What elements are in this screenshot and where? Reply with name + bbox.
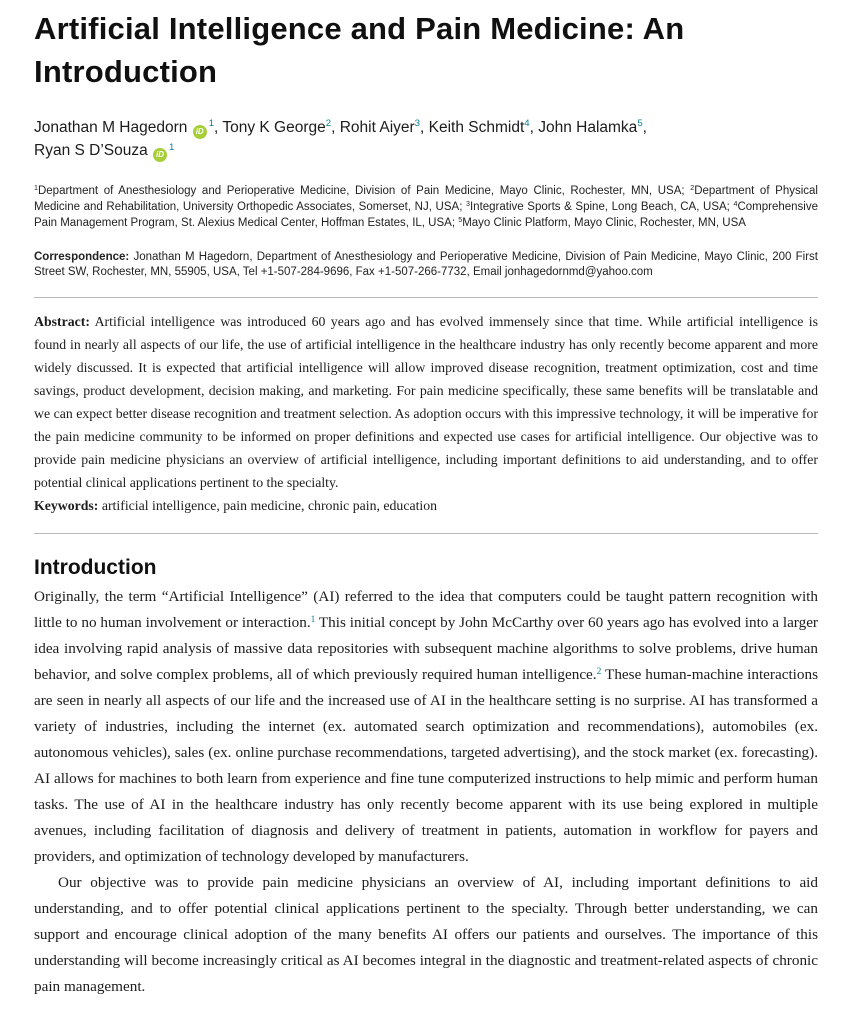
superscript-ref: 1: [169, 141, 175, 153]
orcid-icon[interactable]: iD: [153, 148, 167, 162]
correspondence-text: Jonathan M Hagedorn, Department of Anesthesiology and Perioperative Medicine, Division of Pain Medicine, Mayo Clinic, 200 First Street SW, Rochester, MN, 55905, USA, Tel +1-507-284-9696, Fax +1-507-266-7732, Email jonhagedornmd@yahoo.com: [34, 250, 818, 279]
divider-bottom: [34, 533, 818, 534]
abstract-label: Abstract:: [34, 314, 90, 330]
abstract-text: Artificial intelligence was introduced 60 years ago and has evolved immensely since that time. While artificial intelligence is found in nearly all aspects of our life, the use of artificial intelligence in the healthcare industry has only recently become apparent and more widely discussed. It is expected that artificial intelligence will allow improved disease recognition, treatment optimization, cost and time savings, product development, decision making, and marketing. For pain medicine specifically, these same benefits will be translatable and we can expect better disease recognition and treatment selection. As adoption occurs with this impressive technology, it will be imperative for the pain medicine community to be informed on proper definitions and expected use cases for artificial intelligence. Our objective was to provide pain medicine physicians an overview of artificial intelligence, including important definitions to aid understanding, and to offer potential clinical applications pertinent to the specialty.: [34, 314, 818, 491]
superscript-ref: 1: [34, 184, 38, 193]
introduction-paragraph-1: Originally, the term “Artificial Intelligence” (AI) referred to the idea that computers could be taught pattern recognition with little to no human involvement or interaction.$^1$ This initial concept by John McCarthy over 60 years ago has evolved into a larger idea involving rapid analysis of massive data repositories with subsequent machine algorithms to solve problems, drive human behavior, and solve complex problems, all of which previously required human intelligence.$^2$ These human-machine interactions are seen in nearly all aspects of our life and the increased use of AI in the healthcare setting is no surprise. AI has transformed a variety of industries, including the internet (ex. automated search optimization and recommendations), automobiles (ex. autonomous vehicles), sales (ex. online purchase recommendations, targeted advertising), and the stock market (ex. forecasting). AI allows for machines to both learn from experience and fine tune computerized instructions to help mimic and perform human tasks. The use of AI in the healthcare industry has only recently become apparent with its use being explored in multiple avenues, including facilitation of diagnosis and delivery of treatment in patients, automation in workflow for payers and providers, and optimization of technology developed by manufacturers.: [34, 588, 818, 866]
superscript-ref: 4: [524, 118, 530, 130]
divider-top: [34, 297, 818, 298]
keywords: [34, 494, 818, 517]
superscript-ref: 2: [325, 118, 332, 130]
abstract: [34, 310, 818, 494]
keywords-label: Keywords:: [34, 498, 99, 514]
superscript-ref: 5: [458, 215, 463, 224]
author-list: Jonathan M Hagedorn $iD^1$, Tony K George$^2$, Rohit Aiyer$^3$, Keith Schmidt$^4$, John Halamka$^5$, Ryan S D’Souza $iD^1$: [34, 116, 818, 163]
superscript-ref: 2: [596, 667, 602, 678]
superscript-ref: 5: [637, 118, 643, 130]
superscript-ref: 3: [414, 118, 421, 130]
superscript-ref: 3: [466, 199, 470, 208]
section-heading-introduction: Introduction: [34, 556, 157, 580]
superscript-ref: 2: [690, 184, 695, 193]
introduction-paragraph-2: Our objective was to provide pain medicine physicians an overview of AI, including important definitions to aid understanding, and to offer potential clinical applications pertinent to the specialty. Through better understanding, we can support and encourage clinical adoption of the many benefits AI offers our patients and ourselves. The importance of this understanding will become increasingly critical as AI becomes integral in the diagnostic and treatment-related aspects of chronic pain management.: [34, 874, 818, 996]
superscript-ref: 4: [733, 199, 738, 208]
orcid-icon[interactable]: iD: [193, 125, 207, 139]
keywords-text: artificial intelligence, pain medicine, chronic pain, education: [98, 498, 438, 514]
superscript-ref: 1: [310, 615, 316, 626]
correspondence-label: Correspondence:: [34, 250, 130, 263]
article-title: Artificial Intelligence and Pain Medicine: An Introduction: [34, 11, 685, 89]
correspondence: [34, 250, 818, 282]
superscript-ref: 1: [208, 118, 215, 130]
affiliations: $^1$Department of Anesthesiology and Perioperative Medicine, Division of Pain Medicine, Mayo Clinic, Rochester, MN, USA; $^2$Department of Physical Medicine and Rehabilitation, University Orthopedic Associates, Somerset, NJ, USA; $^3$Integrative Sports & Spine, Long Beach, CA, USA; $^4$Comprehensive Pain Management Program, St. Alexius Medical Center, Hoffman Estates, IL, USA; $^5$Mayo Clinic Platform, Mayo Clinic, Rochester, MN, USA: [34, 184, 819, 229]
